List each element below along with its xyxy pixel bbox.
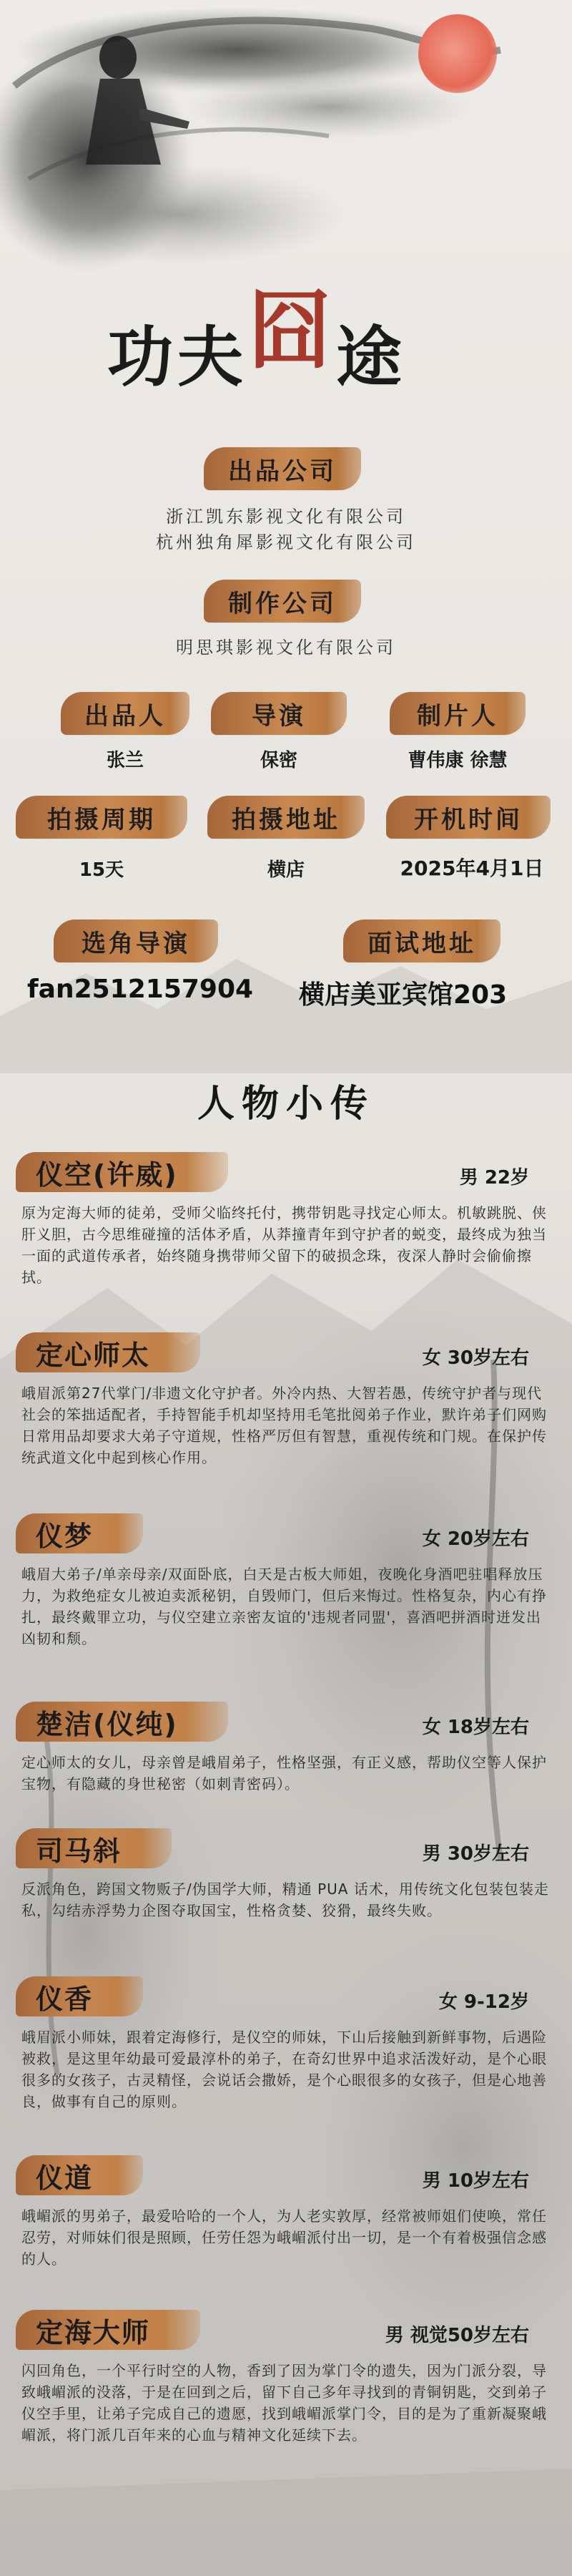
character-desc-7: 峨嵋派的男弟子，最爱哈哈的一个人，为人老实敦厚，经常被师姐们使唤，常任忍劳，对师妹们很是照顾，任劳任怨为峨嵋派付出一切，是一个有着极强信念感的人。 — [21, 2207, 547, 2268]
title-part2: 囧 — [247, 281, 337, 380]
shoot-location-value: 横店 — [267, 859, 305, 881]
character-desc-5: 反派角色，跨国文物贩子/伪国学大师，精通 PUA 话术，用传统文化包装包装走私，勾结赤浮势力企图夺取国宝，性格贪婪、狡猾，最终失败。 — [21, 1880, 549, 1919]
casting-director-value: fan2512157904 — [27, 975, 254, 1004]
character-age-1: 男 22岁 — [459, 1167, 529, 1189]
producer-value: 张兰 — [106, 750, 144, 771]
character-age-3: 女 20岁左右 — [422, 1528, 529, 1550]
production-company-1: 浙江凯东影视文化有限公司 — [166, 507, 406, 527]
director-label: 导演 — [211, 692, 347, 735]
character-desc-4: 定心师太的女儿，母亲曾是峨眉弟子，性格坚强，有正义感，帮助仪空等人保护宝物，有隐藏的身世秘密（如刺青密码）。 — [21, 1754, 547, 1792]
prod-manager-value: 曹伟康 徐慧 — [408, 750, 508, 771]
shoot-period-value: 15天 — [79, 859, 124, 881]
making-company-label: 制作公司 — [204, 580, 361, 623]
audition-address-value: 横店美亚宾馆203 — [299, 980, 508, 1010]
start-date-value: 2025年4月1日 — [400, 857, 544, 880]
production-company-label: 出品公司 — [204, 447, 361, 490]
director-value: 保密 — [260, 750, 297, 771]
producer-label: 出品人 — [61, 692, 189, 735]
character-name-6: 仪香 — [16, 1976, 143, 2016]
shoot-period-label: 拍摄周期 — [16, 796, 187, 839]
casting-director-label: 选角导演 — [54, 919, 218, 962]
character-name-2: 定心师太 — [16, 1332, 200, 1372]
title-part3: 途 — [336, 318, 407, 396]
character-desc-3: 峨眉大弟子/单亲母亲/双面卧底，白天是古板大师姐，夜晚化身酒吧驻唱释放压力，为救绝症女儿被迫卖派秘钥，自毁师门，但后来悔过。性格复杂，内心有挣扎，最终戴罪立功，与仪空建立亲密友谊的'违规者同盟'，喜酒吧拼酒时迸发出凶韧和颓。 — [21, 1566, 547, 1647]
start-date-label: 开机时间 — [386, 796, 551, 839]
prod-manager-label: 制片人 — [390, 692, 526, 735]
audition-address-label: 面试地址 — [343, 919, 500, 962]
production-company-2: 杭州独角犀影视文化有限公司 — [156, 532, 416, 552]
character-desc-6: 峨眉派小师妹，跟着定海修行，是仪空的师妹，下山后接触到新鲜事物，后遇险被救，是这里年幼最可爱最淳朴的弟子，在奇幻世界中追求活泼好动，是个心眼很多的女孩子，古灵精怪，会说话会撒娇，是个心眼很多的女孩子，但是心地善良，做事有自己的原则。 — [21, 2029, 547, 2110]
character-name-8: 定海大师 — [16, 2310, 200, 2350]
title-part1: 功夫 — [107, 318, 248, 396]
character-name-1: 仪空(许威) — [16, 1152, 228, 1192]
character-age-8: 男 视觉50岁左右 — [385, 2325, 529, 2346]
character-name-3: 仪梦 — [16, 1513, 143, 1553]
character-desc-2: 峨眉派第27代掌门/非遗文化守护者。外冷内热、大智若愚，传统守护者与现代社会的笨拙适配者，手持智能手机却坚持用毛笔批阅弟子作业，默许弟子们网购日常用品却要求大弟子守道规，性格严厉但有智慧，重视传统和门规。在保护传统武道文化中起到核心作用。 — [21, 1385, 547, 1466]
making-company: 明思琪影视文化有限公司 — [176, 638, 396, 658]
shoot-location-label: 拍摄地址 — [207, 796, 365, 839]
character-name-7: 仪道 — [16, 2155, 143, 2195]
character-desc-1: 原为定海大师的徒弟，受师父临终托付，携带钥匙寻找定心师太。机敏跳脱、侠肝义胆，古今思维碰撞的活体矛盾，从莽撞青年到守护者的蜕变，最终成为独当一面的武道传承者，始终随身携带师父留下的破损念珠，夜深人静时会偷偷擦拭。 — [21, 1204, 547, 1286]
character-age-6: 女 9-12岁 — [438, 1991, 529, 2013]
character-age-7: 男 10岁左右 — [422, 2170, 529, 2192]
characters-section-title: 人物小传 — [197, 1082, 375, 1126]
character-desc-8: 闪回角色，一个平行时空的人物，香到了因为掌门令的遗失，因为门派分裂，导致峨嵋派的没落，于是在回到之后，留下自己多年寻找到的青铜钥匙，交到弟子仪空手里，让弟子完成自己的遗愿，找到峨嵋派掌门令，目的是为了重新凝聚峨嵋派，将门派几百年来的心血与精神文化延续下去。 — [21, 2362, 547, 2444]
character-name-5: 司马斜 — [16, 1828, 172, 1868]
character-age-4: 女 18岁左右 — [422, 1717, 529, 1738]
character-age-2: 女 30岁左右 — [422, 1347, 529, 1369]
character-age-5: 男 30岁左右 — [422, 1843, 529, 1865]
character-name-4: 楚洁(仪纯) — [16, 1702, 228, 1742]
